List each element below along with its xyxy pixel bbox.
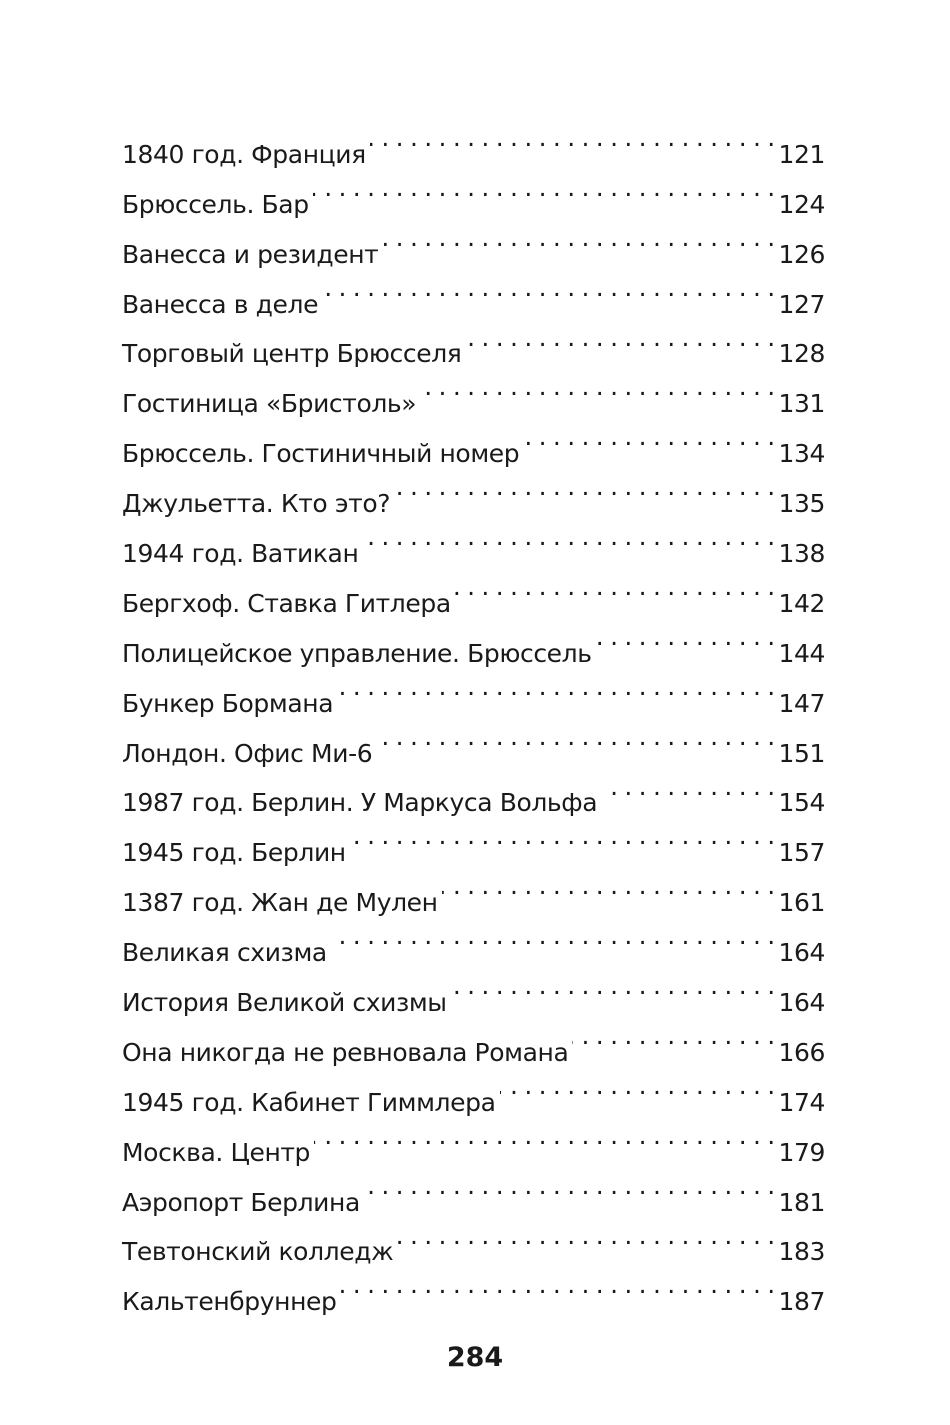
table-of-contents bbox=[122, 113, 825, 1317]
toc-entry-title: Москва. Центр bbox=[122, 1137, 311, 1167]
dot-leader bbox=[601, 762, 774, 812]
dot-leader bbox=[376, 712, 774, 762]
toc-entry-title: Ванесса и резидент bbox=[122, 239, 379, 269]
toc-entry-title: Аэропорт Берлина bbox=[122, 1187, 360, 1217]
dot-leader bbox=[314, 1111, 774, 1161]
toc-entry-page: 183 bbox=[778, 1237, 825, 1267]
toc-entry-page: 164 bbox=[778, 938, 825, 968]
toc-entry-page: 124 bbox=[778, 189, 825, 219]
toc-entry-page: 135 bbox=[778, 489, 825, 519]
dot-leader bbox=[331, 911, 775, 961]
dot-leader bbox=[382, 213, 774, 263]
toc-entry-title: Лондон. Офис Ми-6 bbox=[122, 738, 373, 768]
toc-entry-page: 157 bbox=[778, 838, 825, 868]
toc-entry-title: Гостиница «Бристоль» bbox=[122, 389, 417, 419]
toc-entry-title: Брюссель. Гостиничный номер bbox=[122, 439, 520, 469]
toc-entry-title: История Великой схизмы bbox=[122, 988, 447, 1018]
toc-entry-title: Полицейское управление. Брюссель bbox=[122, 638, 592, 668]
toc-entry-page: 187 bbox=[778, 1287, 825, 1317]
dot-leader bbox=[455, 562, 775, 612]
dot-leader bbox=[350, 811, 775, 861]
dot-leader bbox=[394, 462, 774, 512]
dot-leader bbox=[596, 612, 775, 662]
dot-leader bbox=[364, 1161, 775, 1211]
dot-leader bbox=[313, 163, 775, 213]
dot-leader bbox=[442, 861, 775, 911]
toc-entry-title: Торговый центр Брюсселя bbox=[122, 339, 462, 369]
toc-entry-title: Великая схизма bbox=[122, 938, 327, 968]
toc-entry-title: 1945 год. Кабинет Гиммлера bbox=[122, 1087, 496, 1117]
dot-leader bbox=[370, 113, 775, 163]
toc-entry-title: Бункер Бормана bbox=[122, 688, 334, 718]
dot-leader bbox=[451, 961, 775, 1011]
toc-entry-page: 126 bbox=[778, 239, 825, 269]
toc-entry-title: Бергхоф. Ставка Гитлера bbox=[122, 588, 451, 618]
toc-entry-title: Тевтонский колледж bbox=[122, 1237, 394, 1267]
toc-entry-page: 154 bbox=[778, 788, 825, 818]
dot-leader bbox=[341, 1260, 775, 1310]
toc-entry-page: 138 bbox=[778, 539, 825, 569]
toc-entry-page: 181 bbox=[778, 1187, 825, 1217]
toc-entry-title: Кальтенбруннер bbox=[122, 1287, 337, 1317]
toc-entry-page: 161 bbox=[778, 888, 825, 918]
toc-entry-page: 131 bbox=[778, 389, 825, 419]
dot-leader bbox=[337, 662, 774, 712]
toc-entry-page: 142 bbox=[778, 588, 825, 618]
toc-entry-title: Брюссель. Бар bbox=[122, 189, 309, 219]
dot-leader bbox=[500, 1061, 775, 1111]
toc-entry-title: 1987 год. Берлин. У Маркуса Вольфа bbox=[122, 788, 598, 818]
dot-leader bbox=[362, 512, 774, 562]
toc-entry-page: 144 bbox=[778, 638, 825, 668]
toc-entry-page: 127 bbox=[778, 289, 825, 319]
dot-leader bbox=[465, 313, 774, 363]
toc-entry-title: 1944 год. Ватикан bbox=[122, 539, 359, 569]
toc-entry-title: 1840 год. Франция bbox=[122, 139, 366, 169]
toc-entry-title: 1387 год. Жан де Мулен bbox=[122, 888, 438, 918]
toc-entry-page: 164 bbox=[778, 988, 825, 1018]
page-number: 284 bbox=[446, 1342, 504, 1373]
toc-entry-title: Ванесса в деле bbox=[122, 289, 319, 319]
toc-entry-page: 121 bbox=[778, 139, 825, 169]
toc-entry bbox=[122, 113, 825, 169]
toc-entry-page: 174 bbox=[778, 1087, 825, 1117]
dot-leader bbox=[397, 1211, 774, 1261]
toc-entry-page: 151 bbox=[778, 738, 825, 768]
toc-entry-page: 128 bbox=[778, 339, 825, 369]
toc-entry-title: 1945 год. Берлин bbox=[122, 838, 346, 868]
dot-leader bbox=[322, 263, 774, 313]
toc-entry-page: 179 bbox=[778, 1137, 825, 1167]
toc-entry-title: Она никогда не ревновала Романа bbox=[122, 1037, 569, 1067]
dot-leader bbox=[572, 1011, 774, 1061]
dot-leader bbox=[420, 362, 774, 412]
toc-entry-page: 147 bbox=[778, 688, 825, 718]
toc-entry-title: Джульетта. Кто это? bbox=[122, 489, 391, 519]
toc-entry-page: 134 bbox=[778, 439, 825, 469]
toc-entry-page: 166 bbox=[778, 1037, 825, 1067]
dot-leader bbox=[523, 412, 774, 462]
